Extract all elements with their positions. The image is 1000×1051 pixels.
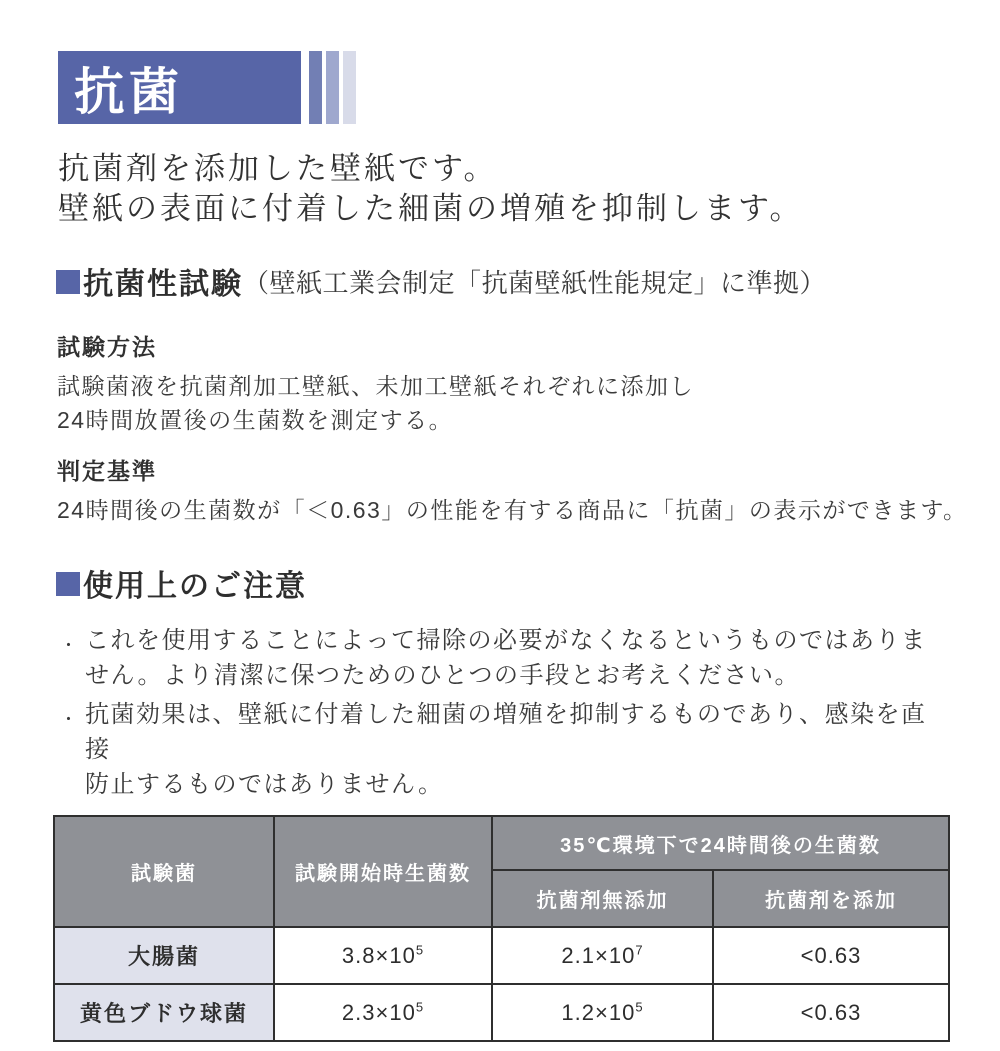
cell-no-agent [492,927,713,984]
notice-2-line-2: 防止するものではありません。 [85,771,444,798]
notice-item [60,697,950,802]
method-text [57,369,1000,437]
criteria-label: 判定基準 [57,458,157,484]
cell-with-agent: <0.63 [713,984,949,1041]
col-header-after24: 35℃環境下で24時間後の生菌数 [492,816,949,870]
section-heading-notice [56,561,1000,605]
notice-item [60,623,950,693]
col-header-bacteria: 試験菌 [54,816,274,927]
col-header-no-agent: 抗菌剤無添加 [492,870,713,927]
table-row [54,984,949,1041]
col-header-with-agent: 抗菌剤を添加 [713,870,949,927]
square-bullet-icon [56,572,80,596]
notice-2-line-1: 抗菌効果は、壁紙に付着した細菌の増殖を抑制するものであり、感染を直接 [85,701,927,763]
antibacterial-spec-page [0,51,1000,1051]
banner-stripe-2 [326,51,339,124]
cell-with-agent: <0.63 [713,927,949,984]
cell-exponent: 5 [635,999,644,1015]
test-result-table [53,815,950,1042]
banner-title-box [58,51,301,124]
method-line-2: 24時間放置後の生菌数を測定する。 [57,407,454,433]
col-header-initial: 試験開始時生菌数 [274,816,492,927]
intro-line-1: 抗菌剤を添加した壁紙です。 [58,151,498,186]
row-label-staph: 黄色ブドウ球菌 [54,984,274,1041]
section-heading-test [56,259,1000,303]
square-bullet-icon [56,270,80,294]
method-line-1: 試験菌液を抗菌剤加工壁紙、未加工壁紙それぞれに添加し [57,373,694,399]
intro-line-2: 壁紙の表面に付着した細菌の増殖を抑制します。 [58,191,804,226]
banner-stripe-3 [343,51,356,124]
page-title: 抗菌 [74,63,184,120]
table-header [54,816,949,927]
criteria-text: 24時間後の生菌数が「＜0.63」の性能を有する商品に「抗菌」の表示ができます。 [57,497,968,523]
notice-item-text [85,623,927,693]
table-body [54,927,949,1041]
list-bullet-icon: ・ [60,710,79,729]
notice-item-text [85,697,950,802]
cell-exponent: 5 [415,942,425,958]
intro-text [58,149,1000,229]
section-title-note: （壁紙工業会制定「抗菌壁紙性能規定」に準拠） [243,267,827,298]
cell-value: 1.2×10 [561,999,636,1025]
notice-1-line-2: せん。より清潔に保つためのひとつの手段とお考えください。 [85,662,800,689]
cell-exponent: 5 [415,999,425,1015]
cell-value: 3.8×10 [341,942,416,968]
cell-value: 2.1×10 [561,942,636,968]
list-bullet-icon: ・ [60,636,79,655]
cell-no-agent [492,984,713,1041]
notice-1-line-1: これを使用することによって掃除の必要がなくなるというものではありま [85,627,927,654]
banner-stripe-1 [309,51,322,124]
section-title-test: 抗菌性試験 [83,268,243,301]
cell-initial [274,927,492,984]
cell-value: 2.3×10 [341,999,416,1025]
method-label: 試験方法 [57,334,157,360]
row-label-ecoli: 大腸菌 [54,927,274,984]
cell-exponent: 7 [635,942,644,958]
table-row [54,927,949,984]
notice-list [60,623,950,802]
cell-initial [274,984,492,1041]
section-title-notice: 使用上のご注意 [83,570,307,603]
section-banner [58,51,1000,124]
